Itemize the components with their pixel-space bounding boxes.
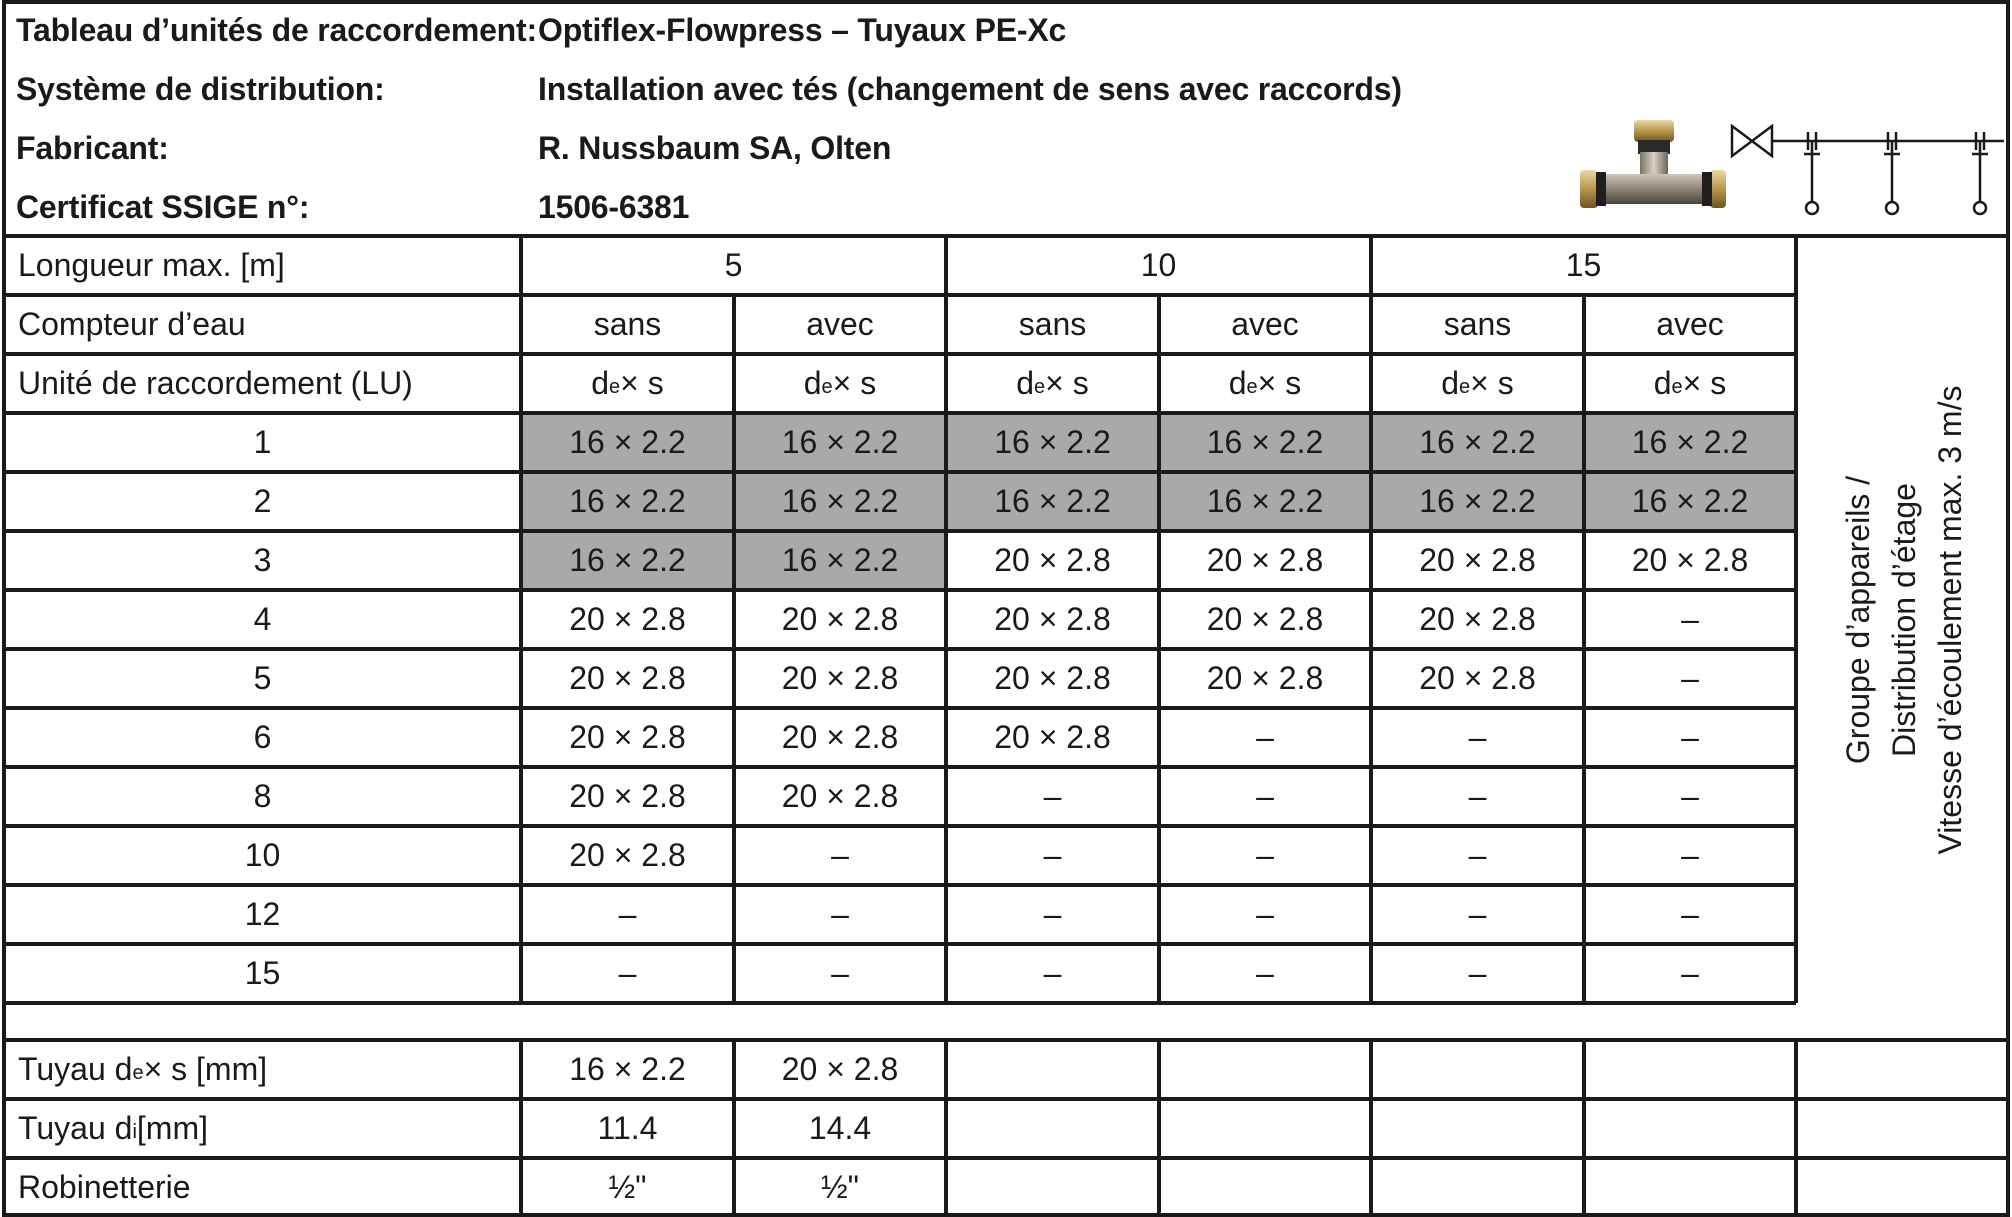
footer-value-0-1: 20 × 2.8 <box>781 1051 899 1087</box>
meter-value-2: sans <box>1018 306 1087 342</box>
footer-label-0-subscript: e <box>132 1062 144 1084</box>
lu-row-8: 8 <box>253 778 272 814</box>
pipe-size-cell: 20 × 2.8 <box>781 719 899 755</box>
sidebar-line-2: Distribution d’étage <box>1886 483 1922 757</box>
meter-value-1: avec <box>806 306 874 342</box>
pipe-size-cell: 20 × 2.8 <box>1206 601 1324 637</box>
footer-label-0 <box>4 1040 521 1099</box>
footer-label-2-text: Robinetterie <box>18 1169 191 1205</box>
dim-header-4-subscript: e <box>1459 376 1471 398</box>
pipe-size-cell: – <box>1043 837 1062 873</box>
pipe-size-cell: – <box>1681 660 1699 696</box>
pipe-size-cell: – <box>618 955 637 991</box>
dim-header-1-text: d <box>803 365 822 401</box>
dim-header-5-subscript: e <box>1671 376 1683 398</box>
lu-row-5: 5 <box>253 660 272 696</box>
length-15: 15 <box>1565 247 1602 283</box>
footer-value-1-0: 11.4 <box>597 1110 658 1146</box>
pipe-size-cell: – <box>1681 601 1699 637</box>
pipe-size-cell: 20 × 2.8 <box>994 601 1111 637</box>
dim-header-3-suffix: × s <box>1257 365 1302 401</box>
pipe-size-cell: 16 × 2.2 <box>521 531 734 590</box>
pipe-size-cell: – <box>1468 896 1487 932</box>
dim-header-2-subscript: e <box>1034 376 1046 398</box>
pipe-size-cell: 16 × 2.2 <box>1584 413 1796 472</box>
pipe-size-cell: 16 × 2.2 <box>1159 472 1371 531</box>
dim-header-1-subscript: e <box>821 376 833 398</box>
grid-line-v <box>1157 1040 1161 1217</box>
header-label-title: Tableau d’unités de raccordement: <box>16 12 537 48</box>
dim-header-0-subscript: e <box>609 376 621 398</box>
grid-line-v <box>1794 1040 1798 1217</box>
pipe-size-cell: 20 × 2.8 <box>994 660 1111 696</box>
header-value-system: Installation avec tés (changement de sens avec raccords) <box>538 71 1402 107</box>
pipe-size-cell: – <box>831 955 849 991</box>
lu-row-1: 1 <box>253 424 272 460</box>
sidebar-note <box>1796 236 2012 1004</box>
pipe-size-cell: 20 × 2.8 <box>569 719 686 755</box>
lu-row-4: 4 <box>253 601 272 637</box>
pipe-size-cell: 20 × 2.8 <box>569 660 686 696</box>
footer-value-0-0: 16 × 2.2 <box>569 1051 686 1087</box>
pipe-size-cell: 20 × 2.8 <box>1206 542 1324 578</box>
pipe-size-cell: – <box>1468 719 1487 755</box>
pipe-size-cell: 16 × 2.2 <box>946 413 1159 472</box>
footer-label-1 <box>4 1099 521 1158</box>
pipe-size-cell: – <box>1468 778 1487 814</box>
dim-header-4-text: d <box>1441 365 1460 401</box>
dim-header-3 <box>1159 354 1371 413</box>
dim-header-5-suffix: × s <box>1682 365 1727 401</box>
footer-label-0-suffix: × s [mm] <box>143 1051 268 1087</box>
header-value-title: Optiflex-Flowpress – Tuyaux PE-Xc <box>538 12 1067 48</box>
dim-header-2-suffix: × s <box>1045 365 1089 401</box>
lu-row-12: 12 <box>244 896 281 932</box>
meter-value-0: sans <box>593 306 662 342</box>
header-label-certificate: Certificat SSIGE n°: <box>16 189 310 225</box>
pipe-size-cell: 16 × 2.2 <box>734 472 946 531</box>
pipe-size-cell: – <box>618 896 637 932</box>
pipe-size-cell: – <box>831 837 849 873</box>
pipe-size-cell: 20 × 2.8 <box>569 837 686 873</box>
sidebar-line-1: Groupe d’appareils / <box>1840 475 1876 765</box>
pipe-size-cell: – <box>1043 955 1062 991</box>
pipe-size-cell: 20 × 2.8 <box>569 601 686 637</box>
dim-header-0 <box>521 354 734 413</box>
footer-value-2-0: ½" <box>608 1169 647 1205</box>
pipe-size-cell: – <box>1681 837 1699 873</box>
meter-label: Compteur d’eau <box>18 306 246 342</box>
pipe-size-cell: 20 × 2.8 <box>994 719 1111 755</box>
header-value-manufacturer: R. Nussbaum SA, Olten <box>538 130 892 166</box>
header-value-certificate: 1506-6381 <box>538 189 690 225</box>
grid-line-v <box>1369 1040 1373 1217</box>
pipe-size-cell: – <box>1468 955 1487 991</box>
pipe-size-cell: – <box>1256 896 1274 932</box>
dim-header-4-suffix: × s <box>1470 365 1514 401</box>
pipe-size-cell: – <box>1256 955 1274 991</box>
tee-fitting-photo-icon <box>1578 118 1728 218</box>
distribution-schema-icon <box>1728 120 2008 220</box>
pipe-size-cell: 20 × 2.8 <box>569 778 686 814</box>
length-label: Longueur max. [m] <box>18 247 285 283</box>
footer-value-1-1: 14.4 <box>808 1110 872 1146</box>
pipe-size-cell: 16 × 2.2 <box>1159 413 1371 472</box>
dim-header-4 <box>1371 354 1584 413</box>
footer-label-0-text: Tuyau d <box>18 1051 133 1087</box>
pipe-size-cell: 20 × 2.8 <box>1419 660 1536 696</box>
sidebar-line-3: Vitesse d’écoulement max. 3 m/s <box>1932 385 1968 855</box>
lu-row-3: 3 <box>253 542 272 578</box>
meter-value-3: avec <box>1231 306 1299 342</box>
dim-header-0-text: d <box>591 365 610 401</box>
pipe-size-cell: 20 × 2.8 <box>1631 542 1749 578</box>
lu-row-10: 10 <box>244 837 281 873</box>
dim-header-3-text: d <box>1228 365 1247 401</box>
pipe-size-cell: – <box>1681 778 1699 814</box>
meter-value-4: sans <box>1443 306 1512 342</box>
pipe-size-cell: 20 × 2.8 <box>781 778 899 814</box>
pipe-size-cell: 16 × 2.2 <box>1584 472 1796 531</box>
lu-row-6: 6 <box>253 719 272 755</box>
dim-header-5-text: d <box>1653 365 1672 401</box>
pipe-size-cell: 16 × 2.2 <box>734 531 946 590</box>
pipe-size-cell: – <box>1256 719 1274 755</box>
pipe-size-cell: 20 × 2.8 <box>1419 542 1536 578</box>
pipe-size-cell: 16 × 2.2 <box>1371 413 1584 472</box>
dim-header-2 <box>946 354 1159 413</box>
footer-label-2 <box>4 1158 521 1217</box>
dim-header-1-suffix: × s <box>832 365 877 401</box>
grid-line-v <box>1582 1040 1586 1217</box>
pipe-size-cell: 16 × 2.2 <box>734 413 946 472</box>
dim-header-5 <box>1584 354 1796 413</box>
meter-value-5: avec <box>1656 306 1724 342</box>
pipe-size-cell: 16 × 2.2 <box>1371 472 1584 531</box>
dim-header-3-subscript: e <box>1246 376 1258 398</box>
dim-header-2-text: d <box>1016 365 1035 401</box>
pipe-size-cell: – <box>1681 896 1699 932</box>
footer-value-2-1: ½" <box>820 1169 860 1205</box>
pipe-size-cell: 20 × 2.8 <box>781 660 899 696</box>
header-label-manufacturer: Fabricant: <box>16 130 169 166</box>
pipe-size-cell: – <box>831 896 849 932</box>
pipe-size-cell: 16 × 2.2 <box>946 472 1159 531</box>
pipe-size-cell: 20 × 2.8 <box>1206 660 1324 696</box>
length-10: 10 <box>1140 247 1177 283</box>
footer-label-1-subscript: i <box>132 1121 137 1143</box>
lu-row-2: 2 <box>253 483 272 519</box>
pipe-size-cell: 20 × 2.8 <box>1419 601 1536 637</box>
sidebar-note-text <box>1835 386 1973 855</box>
footer-label-1-suffix: [mm] <box>136 1110 208 1146</box>
header-label-system: Système de distribution: <box>16 71 385 107</box>
length-5: 5 <box>724 247 743 283</box>
dim-header-0-suffix: × s <box>620 365 664 401</box>
pipe-size-cell: – <box>1043 778 1062 814</box>
pipe-size-cell: – <box>1681 719 1699 755</box>
lu-label: Unité de raccordement (LU) <box>18 365 413 401</box>
lu-row-15: 15 <box>244 955 281 991</box>
footer-label-1-text: Tuyau d <box>18 1110 133 1146</box>
pipe-size-cell: – <box>1468 837 1487 873</box>
pipe-size-cell: – <box>1256 778 1274 814</box>
pipe-size-cell: 16 × 2.2 <box>521 472 734 531</box>
pipe-size-cell: 20 × 2.8 <box>781 601 899 637</box>
pipe-size-cell: 16 × 2.2 <box>521 413 734 472</box>
pipe-size-cell: – <box>1256 837 1274 873</box>
dim-header-1 <box>734 354 946 413</box>
pipe-size-cell: 20 × 2.8 <box>994 542 1111 578</box>
pipe-size-cell: – <box>1681 955 1699 991</box>
table-header-block <box>0 0 2012 236</box>
pipe-size-cell: – <box>1043 896 1062 932</box>
